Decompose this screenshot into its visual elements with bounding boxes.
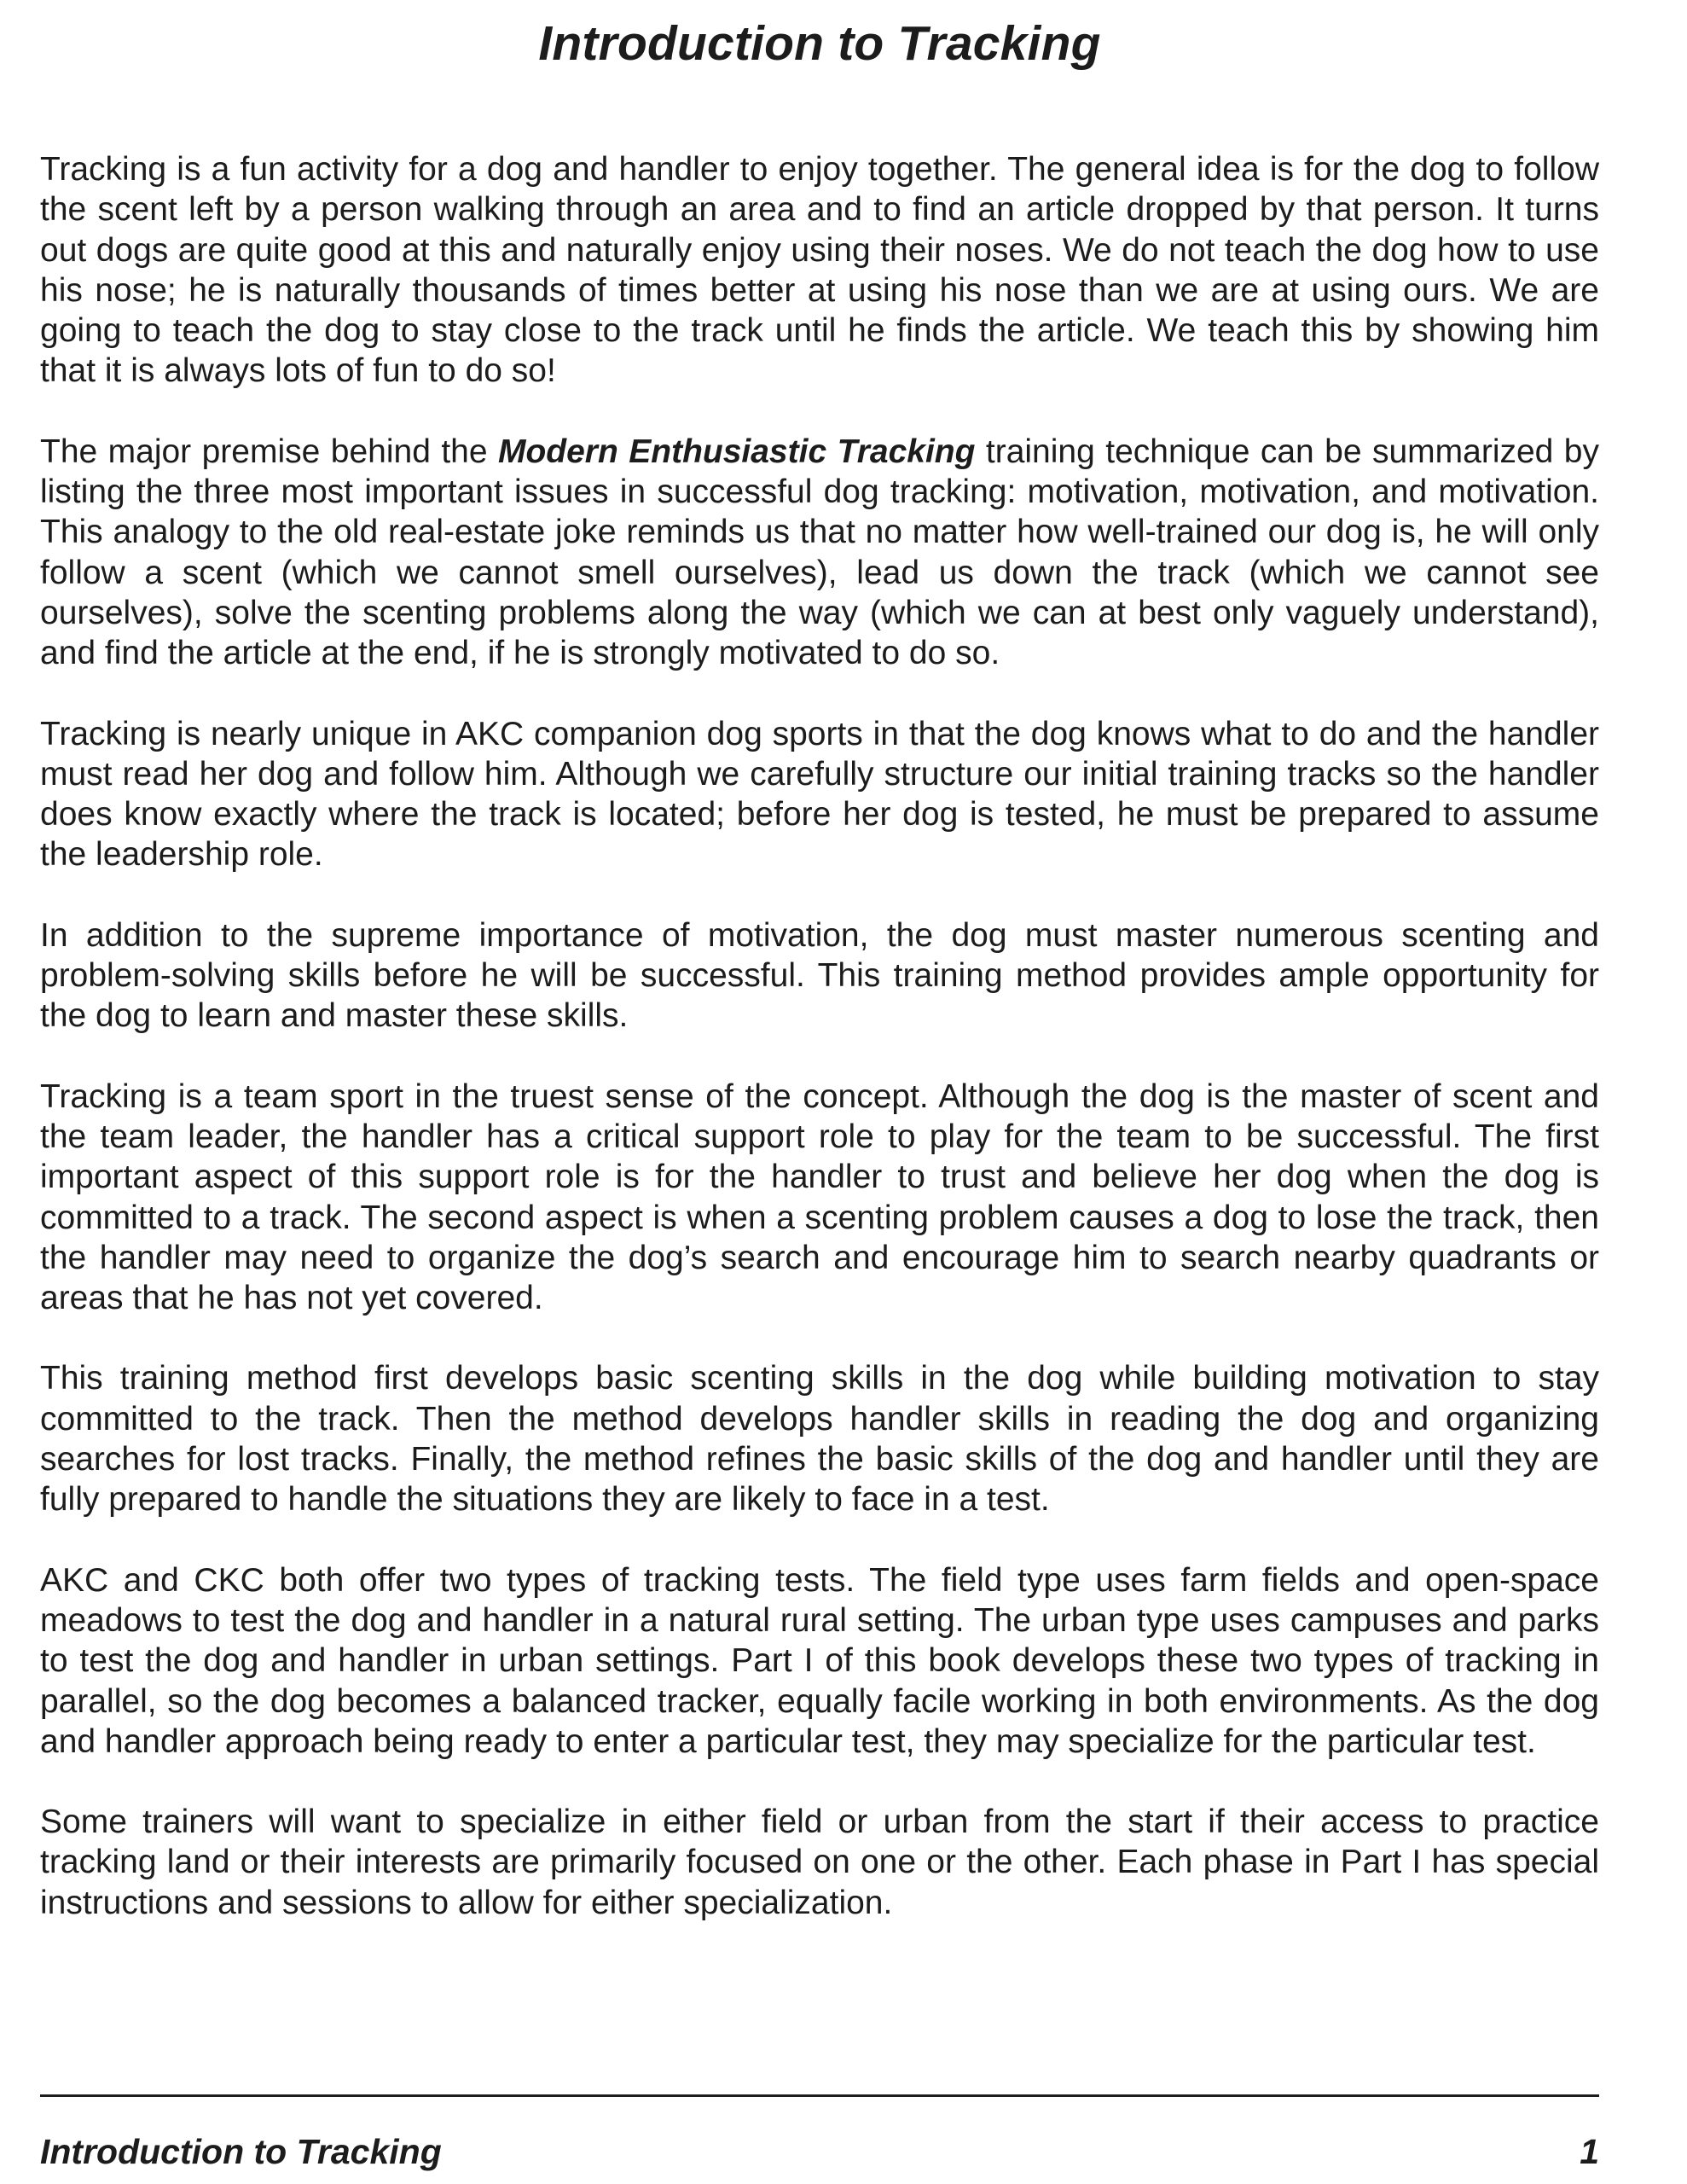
paragraph-2-lead: The major premise behind the — [40, 433, 498, 470]
footer-divider — [40, 2094, 1599, 2097]
paragraph-4: In addition to the supreme importance of motivation, the dog must master numerous scenting and problem-solving skills before he will be successful. This training method provides ample opportunity for the dog to learn and master these skills. — [40, 916, 1599, 1035]
paragraph-5: Tracking is a team sport in the truest sense of the concept. Although the dog is the master of scent and the team leader, the handler has a critical support role to play for the team to be successful. The first important aspect of this support role is for the handler to trust and believe her dog when the dog is committed to a track. The second aspect is when a scenting problem causes a dog to lose the track, then the handler may need to organize the dog’s search and encourage him to search nearby quadrants or areas that he has not yet covered. — [40, 1077, 1599, 1317]
footer-section-title: Introduction to Tracking — [40, 2132, 442, 2171]
page-footer — [40, 2129, 1599, 2174]
paragraph-2 — [40, 432, 1599, 674]
page-number: 1 — [1580, 2132, 1599, 2171]
paragraph-1: Tracking is a fun activity for a dog and handler to enjoy together. The general idea is for the dog to follow the scent left by a person walking through an area and to find an article dropped by that person. It turns out dogs are quite good at this and naturally enjoy using their noses. We do not teach the dog how to use his nose; he is naturally thousands of times better at using his nose than we are at using ours. We are going to teach the dog to stay close to the track until he finds the article. We teach this by showing him that it is always lots of fun to do so! — [40, 151, 1599, 390]
paragraph-6: This training method first develops basic scenting skills in the dog while building motivation to stay committed to the track. Then the method develops handler skills in reading the dog and organizing searches for lost tracks. Finally, the method refines the basic skills of the dog and handler until they are fully prepared to handle the situations they are likely to face in a test. — [40, 1360, 1599, 1519]
paragraph-2-rest: training technique can be summarized by listing the three most important issues in successful dog tracking: motivation, motivation, and motivation. This analogy to the old real-estate joke reminds us that no matter how well-trained our dog is, he will only follow a scent (which we cannot smell ourselves), lead us down the track (which we cannot see ourselves), solve the scenting problems along the way (which we can at best only vaguely understand), and find the article at the end, if he is strongly motivated to do so. — [40, 433, 1599, 672]
method-name-emphasis: Modern Enthusiastic Tracking — [497, 433, 976, 470]
paragraph-3: Tracking is nearly unique in AKC companion dog sports in that the dog knows what to do and the handler must read her dog and follow him. Although we carefully structure our initial training tracks so the handler does know exactly where the track is located; before her dog is tested, he must be prepared to assume the leadership role. — [40, 715, 1599, 874]
body-text — [40, 149, 1599, 1963]
paragraph-7: AKC and CKC both offer two types of tracking tests. The field type uses farm fields and open-space meadows to test the dog and handler in a natural rural setting. The urban type uses campuses and parks to test the dog and handler in urban settings. Part I of this book develops these two types of tracking in parallel, so the dog becomes a balanced tracker, equally facile working in both environments. As the dog and handler approach being ready to enter a particular test, they may specialize for the particular test. — [40, 1561, 1599, 1760]
page-title: Introduction to Tracking — [538, 16, 1101, 71]
paragraph-8: Some trainers will want to specialize in either field or urban from the start if their access to practice tracking land or their interests are primarily focused on one or the other. Each phase in Part I has special instructions and sessions to allow for either specialization. — [40, 1804, 1599, 1921]
